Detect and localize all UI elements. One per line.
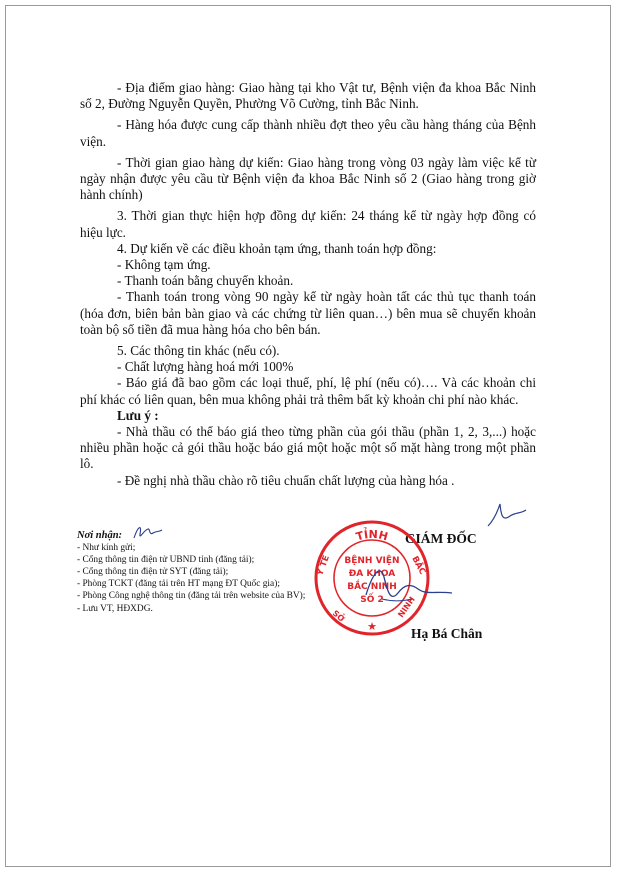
stamp-bottom-left-text: SỞ [330, 608, 347, 624]
document-body [80, 80, 536, 489]
recipients-heading: Nơi nhận: [77, 530, 123, 541]
recipient-item: - Lưu VT, HĐXDG. [77, 603, 153, 614]
stamp-bottom-right-text: NINH [396, 595, 417, 620]
note-2-paragraph: - Đề nghị nhà thầu chào rõ tiêu chuẩn chất lượng của hàng hóa . [117, 472, 455, 488]
payment-heading: 4. Dự kiến về các điều khoản tạm ứng, thanh toán hợp đồng: [117, 240, 437, 256]
stamp-side-right-text: BẮC [409, 554, 428, 577]
stamp-line-2: ĐA KHOA [348, 569, 396, 579]
price-includes-paragraph: - Báo giá đã bao gồm các loại thuế, phí, lệ phí (nếu có)…. Và các khoản chi phí khác có liên quan, bên mua không phải trả thêm bất kỳ khoản chi phí nào khác. [80, 375, 536, 407]
transfer-line: - Thanh toán bằng chuyển khoản. [117, 273, 294, 289]
contract-duration-paragraph: 3. Thời gian thực hiện hợp đồng dự kiến: 24 tháng kể từ ngày hợp đồng có hiệu lực. [80, 208, 536, 240]
recipient-item: - Phòng Công nghệ thông tin (đăng tải trên website của BV); [77, 591, 306, 602]
recipient-item: - Phòng TCKT (đăng tải trên HT mạng ĐT Quốc gia); [77, 579, 280, 590]
other-info-heading: 5. Các thông tin khác (nếu có). [117, 343, 280, 359]
payment-terms-paragraph: - Thanh toán trong vòng 90 ngày kể từ ngày hoàn tất các thủ tục thanh toán (hóa đơn, biên bản bàn giao và các chứng từ liên quan…) bên mua sẽ chuyển khoản toàn bộ số tiền đã mua hàng hóa cho bên bán. [80, 289, 536, 337]
note-heading: Lưu ý : [117, 407, 159, 423]
recipient-item: - Như kính gửi; [77, 543, 136, 554]
note-1-paragraph: - Nhà thầu có thể báo giá theo từng phần của gói thầu (phần 1, 2, 3,...) hoặc nhiều phần hoặc cả gói thầu hoặc báo giá một hoặc một số mặt hàng trong một phần lô. [80, 424, 536, 472]
delivery-time-paragraph: - Thời gian giao hàng dự kiến: Giao hàng trong vòng 03 ngày làm việc kể từ ngày nhận được yêu cầu từ Bệnh viện đa khoa Bắc Ninh số 2 (Giao hàng trong giờ hành chính) [80, 154, 536, 203]
quality-line: - Chất lượng hàng hoá mới 100% [117, 359, 294, 375]
stamp-line-3: BẮC NINH [347, 582, 397, 592]
director-name: Hạ Bá Chân [411, 626, 483, 641]
svg-text:TỈNH [355, 527, 390, 543]
delivery-location-paragraph: - Địa điểm giao hàng: Giao hàng tại kho Vật tư, Bệnh viện đa khoa Bắc Ninh số 2, Đường Nguyễn Quyền, Phường Võ Cường, tỉnh Bắc Ninh. [80, 80, 536, 112]
director-initial-mark [480, 500, 530, 532]
no-advance-line: - Không tạm ứng. [117, 257, 211, 273]
recipient-item: - Cổng thông tin điện tử SYT (đăng tải); [77, 567, 229, 578]
stamp-line-1: BỆNH VIỆN [344, 556, 400, 566]
stamp-star-icon: ★ [367, 620, 377, 633]
recipient-item: - Cổng thông tin điện tử UBND tỉnh (đăng tải); [77, 555, 255, 566]
director-signature [360, 555, 460, 615]
stamp-side-left-text: Y TẾ [315, 554, 332, 578]
stamp-line-4: SỐ 2 [360, 595, 384, 605]
initial-signature-mark [128, 520, 168, 546]
stamp-top-text: TỈNH [354, 527, 390, 544]
director-title: GIÁM ĐỐC [405, 531, 477, 546]
delivery-batches-paragraph: - Hàng hóa được cung cấp thành nhiều đợt theo yêu cầu hàng tháng của Bệnh viện. [80, 117, 536, 149]
